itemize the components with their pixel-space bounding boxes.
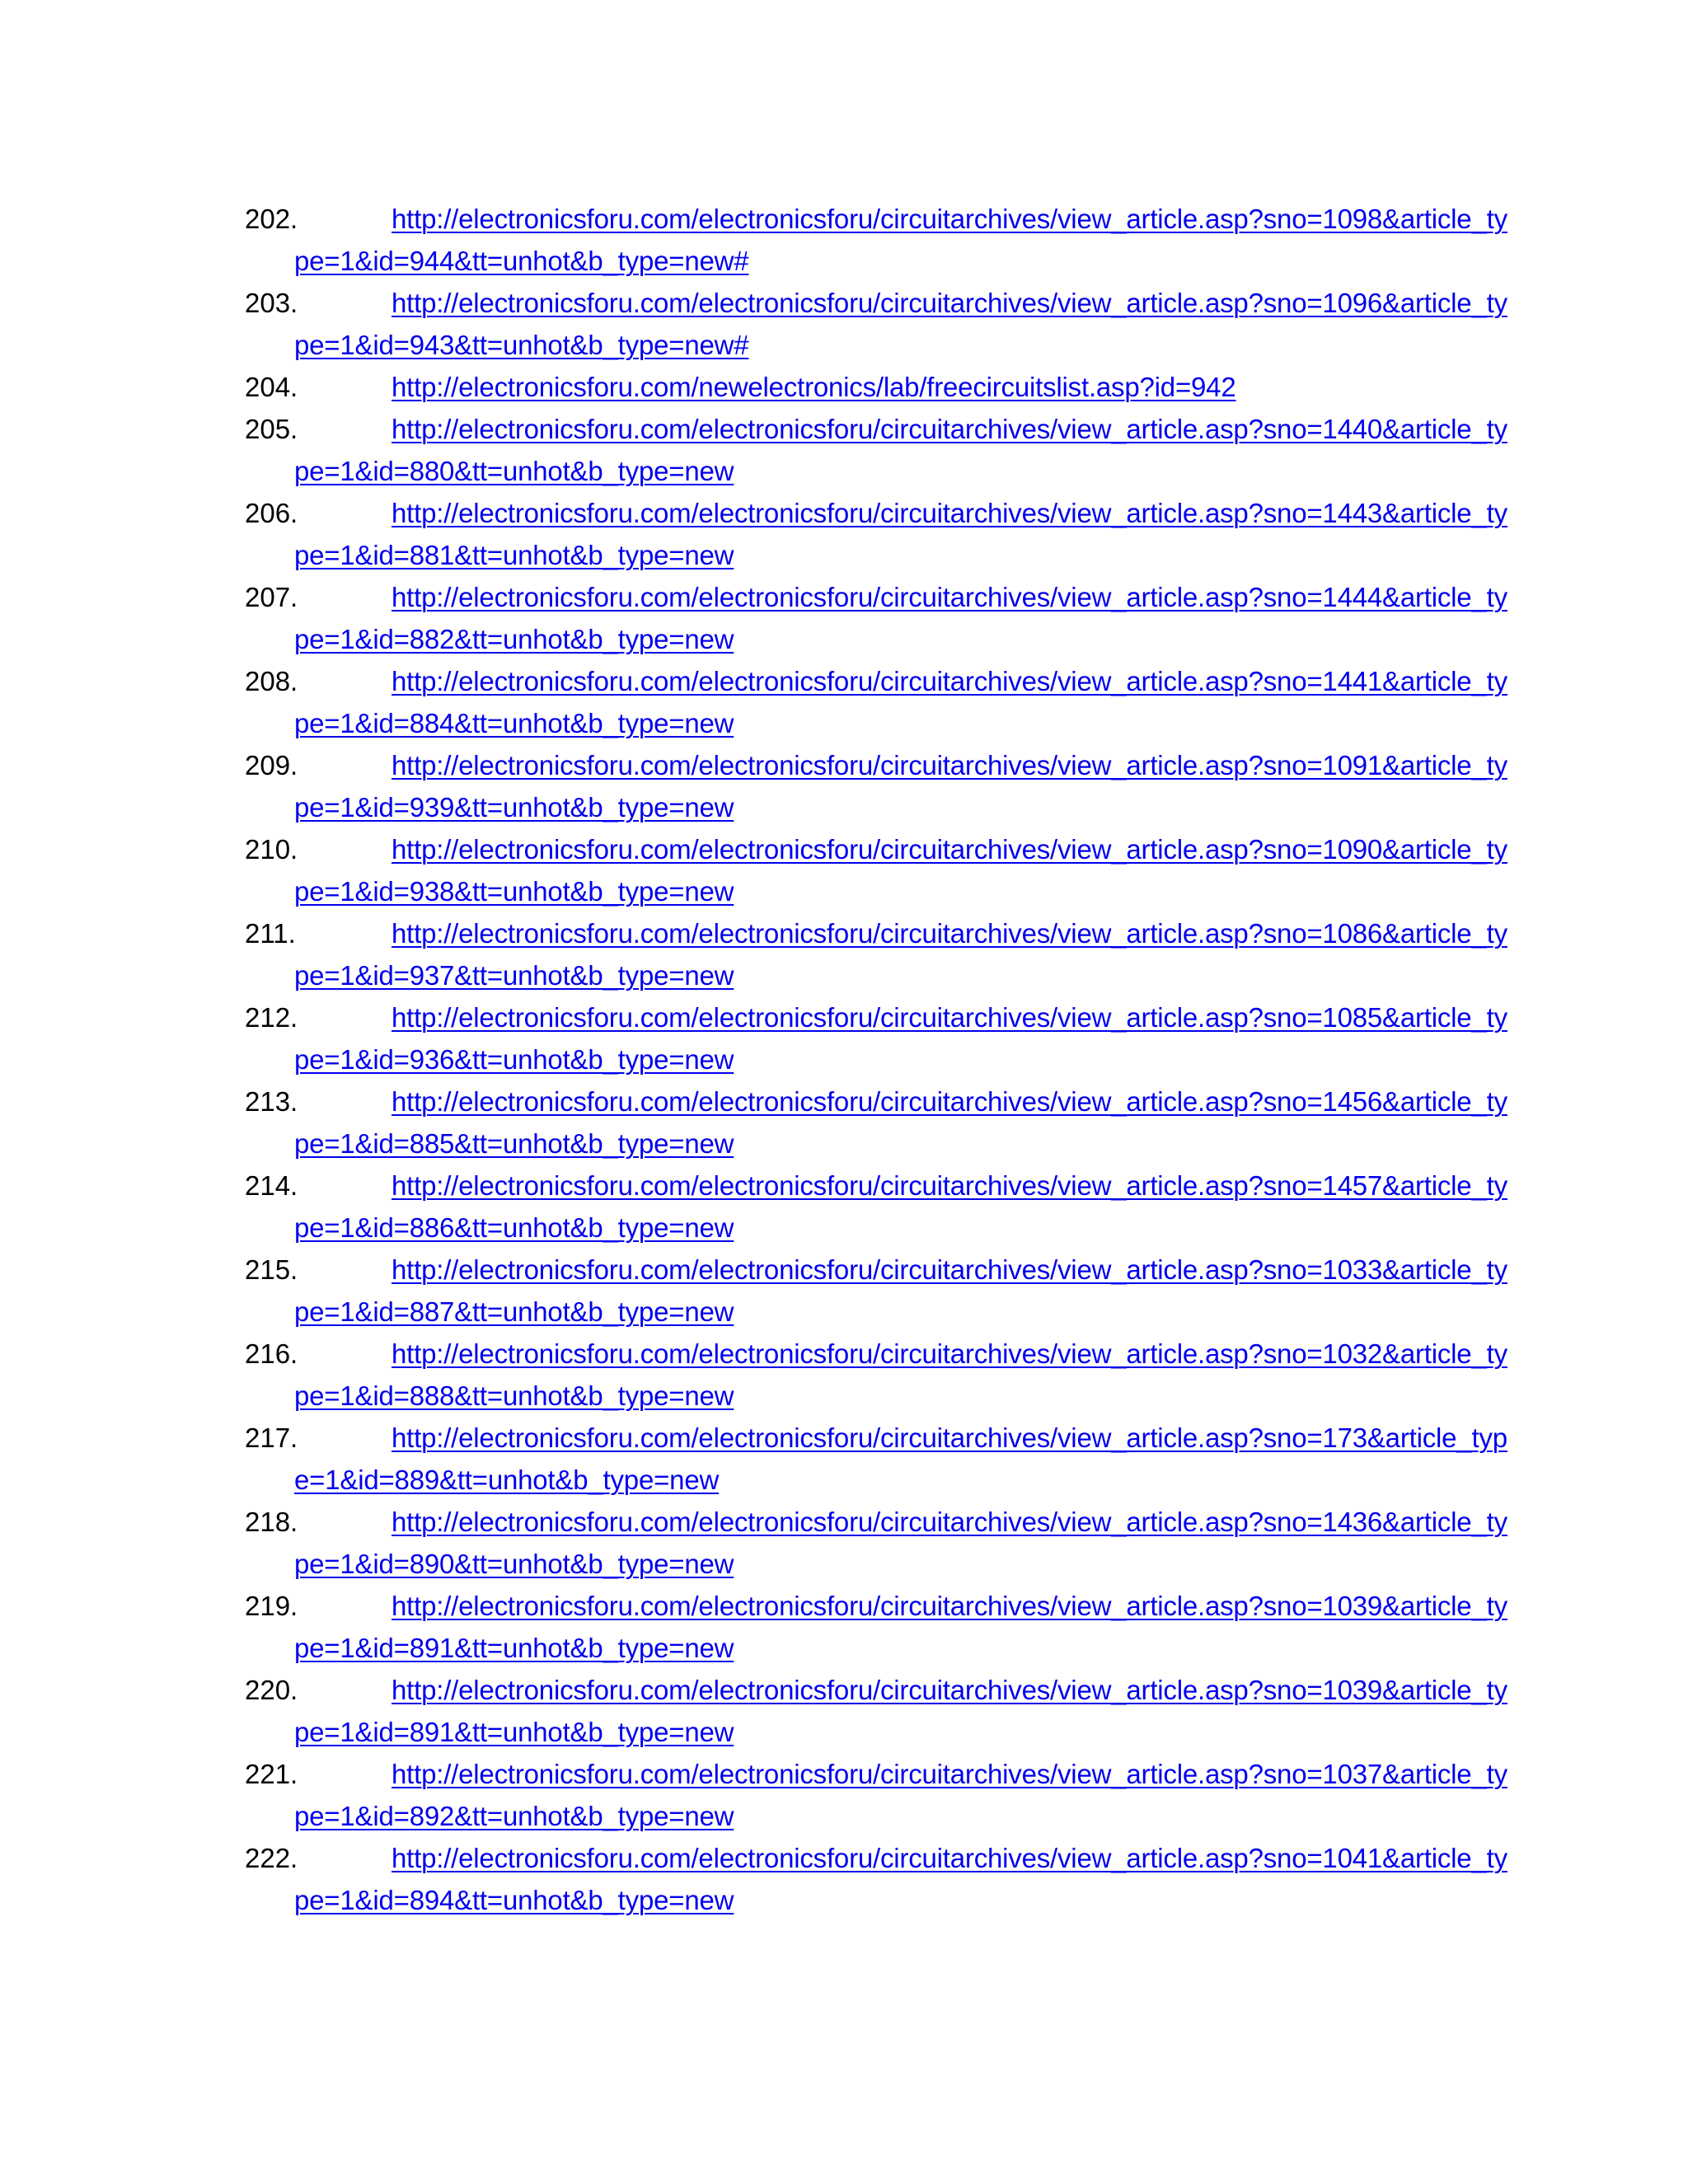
reference-link[interactable]: http://electronicsforu.com/electronicsforu/circuitarchives/view_article.asp?sno=1441&article_type=1&id=884&tt=unhot&b_type=new [294, 666, 1507, 738]
item-number: 209. [245, 750, 298, 780]
item-number: 210. [245, 834, 298, 865]
reference-link[interactable]: http://electronicsforu.com/electronicsforu/circuitarchives/view_article.asp?sno=1085&article_type=1&id=936&tt=unhot&b_type=new [294, 1002, 1507, 1075]
list-item [245, 1417, 1507, 1501]
reference-link[interactable]: http://electronicsforu.com/electronicsforu/circuitarchives/view_article.asp?sno=1443&article_type=1&id=881&tt=unhot&b_type=new [294, 498, 1507, 570]
list-item [245, 492, 1507, 576]
item-number: 218. [245, 1507, 298, 1537]
reference-link[interactable]: http://electronicsforu.com/electronicsforu/circuitarchives/view_article.asp?sno=1039&article_type=1&id=891&tt=unhot&b_type=new [294, 1675, 1507, 1747]
reference-link[interactable]: http://electronicsforu.com/electronicsforu/circuitarchives/view_article.asp?sno=1444&article_type=1&id=882&tt=unhot&b_type=new [294, 582, 1507, 654]
list-item [245, 1333, 1507, 1417]
item-number: 205. [245, 414, 298, 444]
list-item [245, 996, 1507, 1080]
item-number: 214. [245, 1170, 298, 1201]
item-number: 207. [245, 582, 298, 612]
reference-link[interactable]: http://electronicsforu.com/electronicsforu/circuitarchives/view_article.asp?sno=1090&article_type=1&id=938&tt=unhot&b_type=new [294, 834, 1507, 907]
list-item [245, 828, 1507, 912]
item-number: 212. [245, 1002, 298, 1033]
reference-link[interactable]: http://electronicsforu.com/electronicsforu/circuitarchives/view_article.asp?sno=1091&article_type=1&id=939&tt=unhot&b_type=new [294, 750, 1507, 823]
reference-link[interactable]: http://electronicsforu.com/electronicsforu/circuitarchives/view_article.asp?sno=1086&article_type=1&id=937&tt=unhot&b_type=new [294, 918, 1507, 991]
item-number: 215. [245, 1254, 298, 1285]
list-item [245, 660, 1507, 744]
item-number: 220. [245, 1675, 298, 1705]
list-item [245, 366, 1481, 408]
list-item [245, 1837, 1507, 1921]
reference-link[interactable]: http://electronicsforu.com/electronicsforu/circuitarchives/view_article.asp?sno=173&article_type=1&id=889&tt=unhot&b_type=new [294, 1422, 1507, 1495]
list-item [245, 1165, 1507, 1249]
reference-list [245, 198, 1507, 1921]
list-item [245, 198, 1507, 282]
reference-link[interactable]: http://electronicsforu.com/electronicsforu/circuitarchives/view_article.asp?sno=1440&article_type=1&id=880&tt=unhot&b_type=new [294, 414, 1507, 486]
item-number: 208. [245, 666, 298, 696]
reference-link[interactable]: http://electronicsforu.com/electronicsforu/circuitarchives/view_article.asp?sno=1436&article_type=1&id=890&tt=unhot&b_type=new [294, 1507, 1507, 1579]
item-number: 211. [245, 918, 296, 949]
list-item [245, 1080, 1507, 1165]
list-item [245, 282, 1507, 366]
reference-link[interactable]: http://electronicsforu.com/electronicsforu/circuitarchives/view_article.asp?sno=1039&article_type=1&id=891&tt=unhot&b_type=new [294, 1591, 1507, 1663]
item-number: 216. [245, 1338, 298, 1369]
list-item [245, 1753, 1507, 1837]
list-item [245, 1501, 1507, 1585]
reference-link[interactable]: http://electronicsforu.com/electronicsforu/circuitarchives/view_article.asp?sno=1456&article_type=1&id=885&tt=unhot&b_type=new [294, 1086, 1507, 1159]
reference-link[interactable]: http://electronicsforu.com/electronicsforu/circuitarchives/view_article.asp?sno=1457&article_type=1&id=886&tt=unhot&b_type=new [294, 1170, 1507, 1243]
reference-link[interactable]: http://electronicsforu.com/electronicsforu/circuitarchives/view_article.asp?sno=1037&article_type=1&id=892&tt=unhot&b_type=new [294, 1759, 1507, 1831]
list-item [245, 744, 1507, 828]
list-item [245, 408, 1507, 492]
reference-link[interactable]: http://electronicsforu.com/electronicsforu/circuitarchives/view_article.asp?sno=1041&article_type=1&id=894&tt=unhot&b_type=new [294, 1843, 1507, 1915]
list-item [245, 1585, 1507, 1669]
item-number: 213. [245, 1086, 298, 1117]
item-number: 204. [245, 372, 298, 402]
item-number: 202. [245, 204, 298, 234]
item-number: 221. [245, 1759, 298, 1789]
list-item [245, 912, 1507, 996]
item-number: 206. [245, 498, 298, 528]
reference-link[interactable]: http://electronicsforu.com/electronicsforu/circuitarchives/view_article.asp?sno=1098&article_type=1&id=944&tt=unhot&b_type=new# [294, 204, 1507, 276]
item-number: 219. [245, 1591, 298, 1621]
list-item [245, 576, 1507, 660]
item-number: 222. [245, 1843, 298, 1873]
list-item [245, 1249, 1507, 1333]
item-number: 217. [245, 1422, 298, 1453]
reference-link[interactable]: http://electronicsforu.com/newelectronics/lab/freecircuitslist.asp?id=942 [392, 372, 1236, 402]
reference-link[interactable]: http://electronicsforu.com/electronicsforu/circuitarchives/view_article.asp?sno=1033&article_type=1&id=887&tt=unhot&b_type=new [294, 1254, 1507, 1327]
item-number: 203. [245, 288, 298, 318]
reference-link[interactable]: http://electronicsforu.com/electronicsforu/circuitarchives/view_article.asp?sno=1032&article_type=1&id=888&tt=unhot&b_type=new [294, 1338, 1507, 1411]
reference-link[interactable]: http://electronicsforu.com/electronicsforu/circuitarchives/view_article.asp?sno=1096&article_type=1&id=943&tt=unhot&b_type=new# [294, 288, 1507, 360]
list-item [245, 1669, 1507, 1753]
